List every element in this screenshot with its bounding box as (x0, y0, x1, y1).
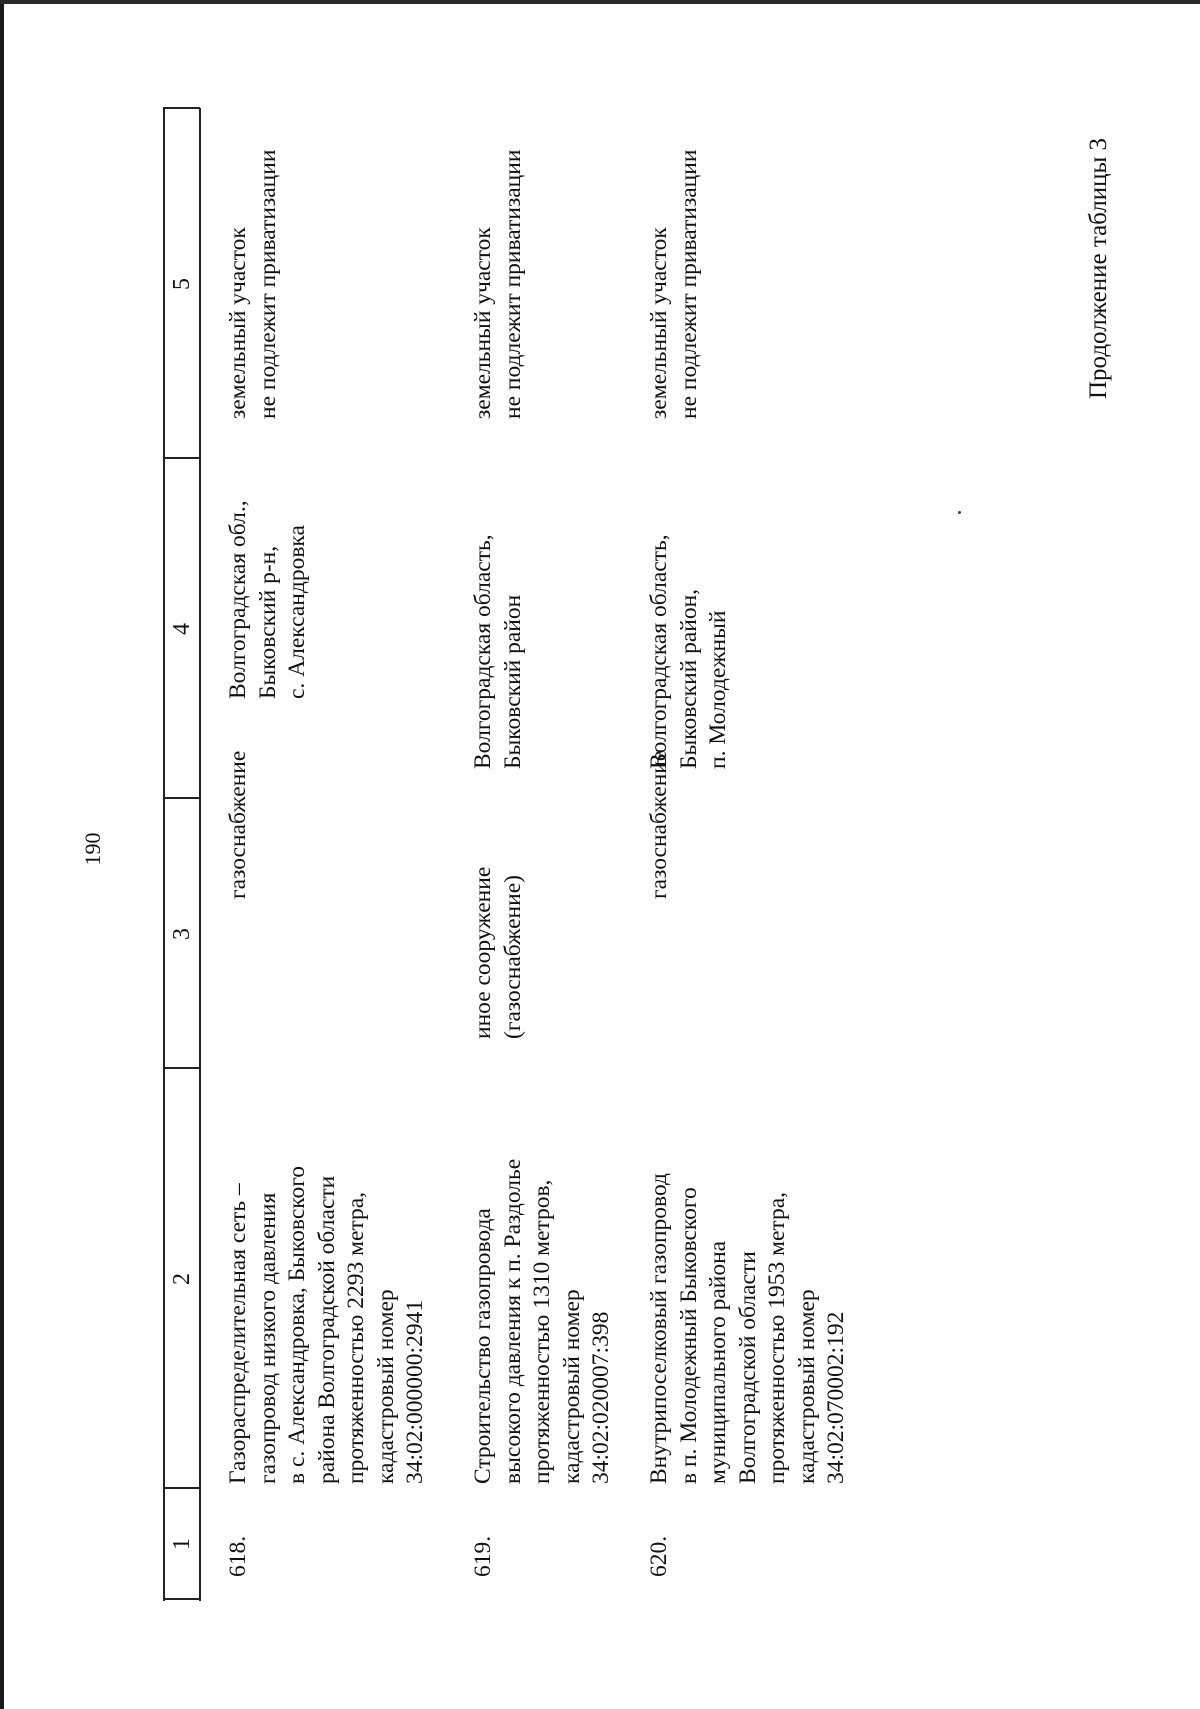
scan-speck (958, 511, 961, 514)
row-620-name: Внутрипоселковый газопровод в п. Молодежный Быковского муниципального района Волгоградской области протяженностью 1953 метра, кадастровый номер 34:02:070002:192 (646, 1173, 849, 1484)
row-620-number: 620. (646, 1535, 672, 1577)
table-continuation-caption: Продолжение таблицы 3 (1085, 137, 1112, 399)
row-620-purpose: газоснабжение (646, 750, 672, 899)
row-619-number: 619. (470, 1535, 496, 1577)
row-619-address: Волгоградская область, Быковский район (470, 534, 526, 769)
row-620-address: Волгоградская область, Быковский район, п. Молодежный (646, 534, 731, 769)
row-618-number: 618. (225, 1535, 251, 1577)
row-618-note: земельный участок не подлежит приватизации (225, 149, 281, 419)
col-header-3: 3 (169, 928, 195, 940)
row-618-purpose: газоснабжение (225, 750, 251, 899)
row-619-note: земельный участок не подлежит приватизации (470, 149, 526, 419)
col-header-1: 1 (169, 1538, 195, 1550)
row-618-address: Волгоградская обл., Быковский р-н, с. Александровка (225, 500, 310, 699)
col-header-5: 5 (169, 278, 195, 290)
row-619-purpose: иное сооружение (газоснабжение) (470, 866, 526, 1039)
col-header-4: 4 (169, 623, 195, 635)
row-620-note: земельный участок не подлежит приватизации (646, 149, 702, 419)
page-number: 190 (80, 832, 105, 866)
row-619-name: Строительство газопровода высокого давления к п. Раздолье протяженностью 1310 метров, кадастровый номер 34:02:020007:398 (470, 1158, 614, 1484)
col-header-2: 2 (169, 1273, 195, 1285)
row-618-name: Газораспределительная сеть – газопровод низкого давления в с. Александровка, Быковского района Волгоградской области протяженностью 2293 метра, кадастровый номер 34:02:000000:2941 (225, 1165, 428, 1484)
table-header-bottom-line (199, 108, 201, 1601)
